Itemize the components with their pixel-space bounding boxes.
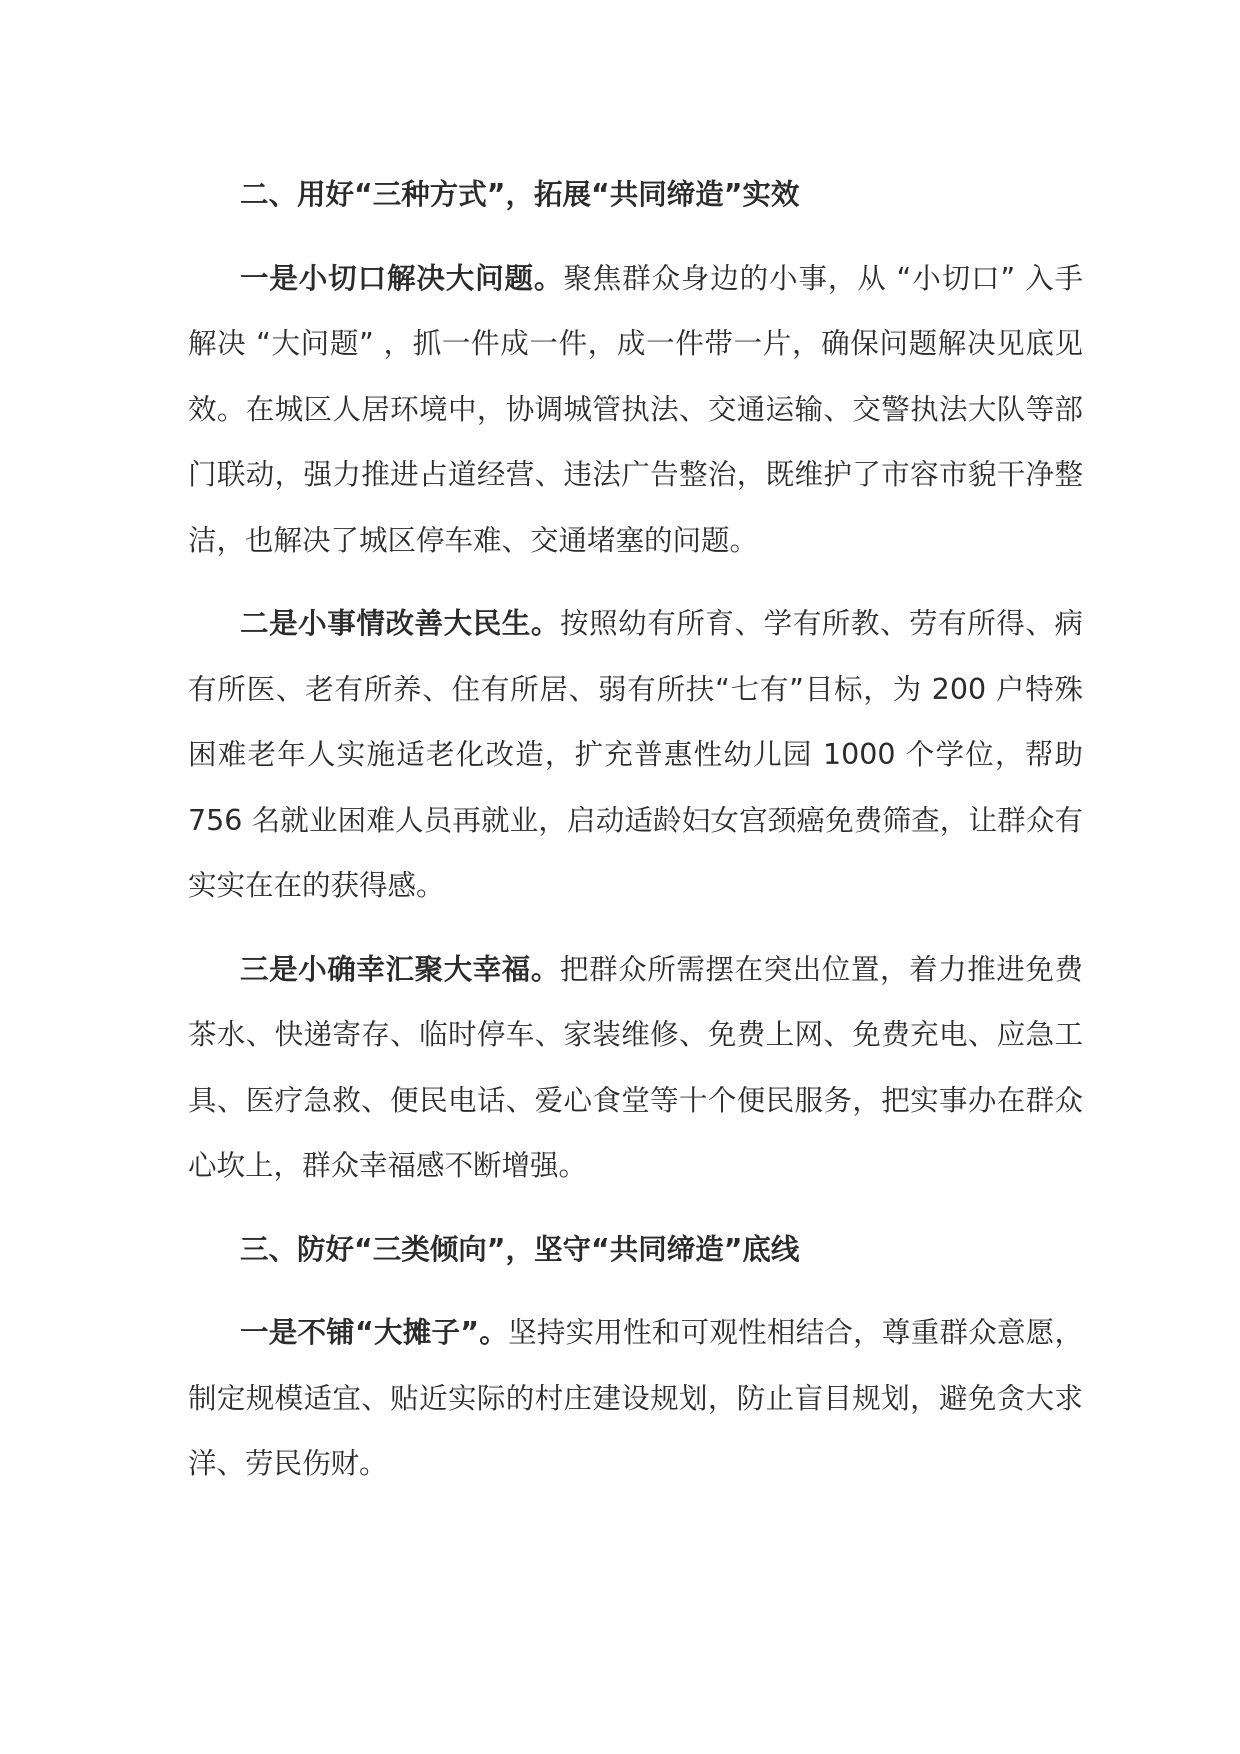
- paragraph-small-matters: [188, 591, 1083, 919]
- paragraph-body: 聚焦群众身边的小事，从 “小切口” 入手解决 “大问题” ，抓一件成一件，成一件带一片，确保问题解决见底见效。在城区人居环境中，协调城管执法、交通运输、交警执法大队等部门联动，强力推进占道经营、违法广告整治，既维护了市容市貌干净整洁，也解决了城区停车难、交通堵塞的问题。: [188, 261, 1083, 557]
- paragraph-no-big-stall: [188, 1300, 1083, 1497]
- paragraph-body: 把群众所需摆在突出位置，着力推进免费茶水、快递寄存、临时停车、家装维修、免费上网、免费充电、应急工具、医疗急救、便民电话、爱心食堂等十个便民服务，把实事办在群众心坎上，群众幸福感不断增强。: [188, 952, 1083, 1182]
- paragraph-small-happiness: [188, 937, 1083, 1199]
- document-page: [188, 162, 1083, 1515]
- section-heading-3: 三、防好“三类倾向”，坚守“共同缔造”底线: [240, 1232, 800, 1266]
- section-heading-2: 二、用好“三种方式”，拓展“共同缔造”实效: [240, 178, 800, 211]
- paragraph-lead: 三是小确幸汇聚大幸福。: [240, 952, 560, 986]
- paragraph-body: 按照幼有所育、学有所教、劳有所得、病有所医、老有所养、住有所居、弱有所扶“七有”目标，为 200 户特殊困难老年人实施适老化改造，扩充普惠性幼儿园 1000 个学位，帮助 756 名就业困难人员再就业，启动适龄妇女宫颈癌免费筛查，让群众有实实在在的获得感。: [188, 607, 1083, 902]
- paragraph-lead: 一是小切口解决大问题。: [240, 261, 564, 295]
- paragraph-lead: 二是小事情改善大民生。: [240, 607, 560, 640]
- paragraph-small-entry-point: [188, 246, 1083, 574]
- paragraph-body: 坚持实用性和可观性相结合，尊重群众意愿，制定规模适宜、贴近实际的村庄建设规划，防止盲目规划，避免贪大求洋、劳民伤财。: [188, 1316, 1083, 1480]
- paragraph-lead: 一是不铺“大摊子”。: [240, 1316, 509, 1349]
